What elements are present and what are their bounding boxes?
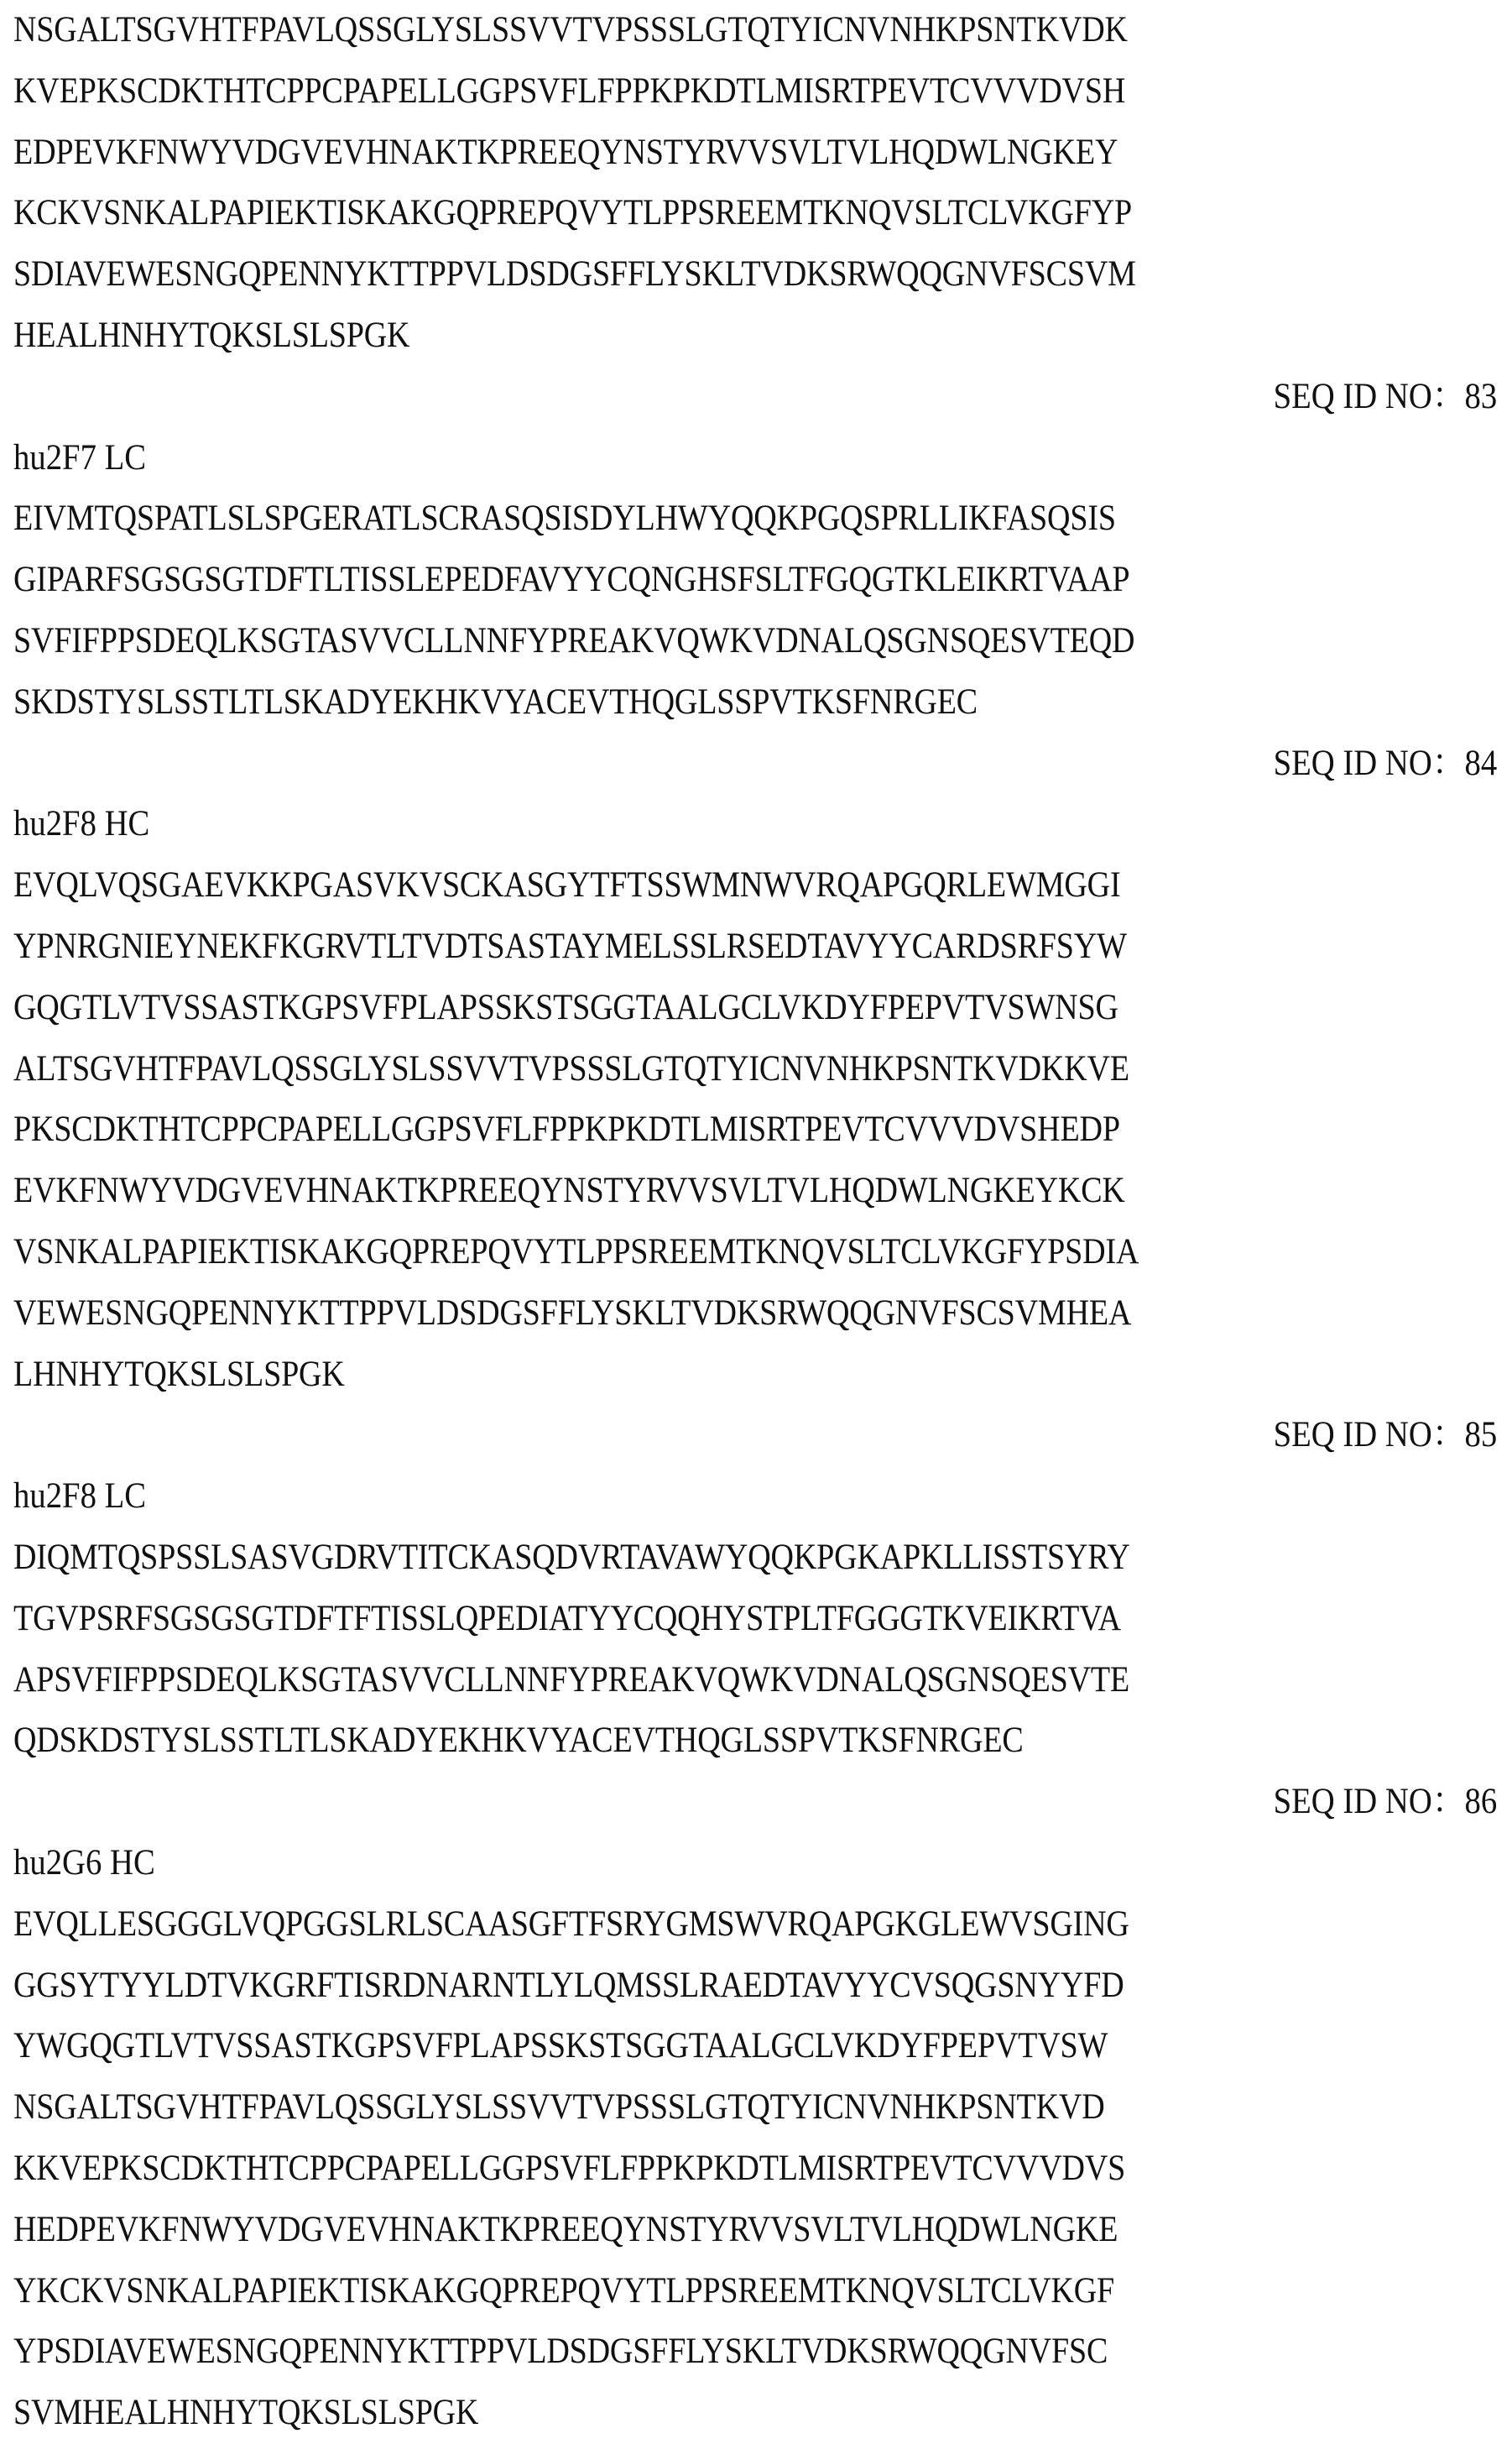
sequence-line: YPNRGNIEYNEKFKGRVTLTVDTSASTAYMELSSLRSEDTAVYYCARDSRFSYW [13, 927, 1127, 966]
sequence-title: hu2F7 LC [13, 437, 147, 478]
sequence-title: hu2F8 LC [13, 1476, 147, 1517]
sequence-line: EVQLVQSGAEVKKPGASVKVSCKASGYTFTSSWMNWVRQAPGQRLEWMGGI [13, 865, 1121, 906]
seq-id-label: SEQ ID NO：86 [1273, 1782, 1497, 1822]
sequence-line: SDIAVEWESNGQPENNYKTTPPVLDSDGSFFLYSKLTVDKSRWQQGNVFSCSVM [13, 254, 1136, 295]
sequence-line: SVMHEALHNHYTQKSLSLSPGK [13, 2393, 479, 2433]
sequence-title: hu2G6 HC [13, 1843, 155, 1883]
sequence-line: VSNKALPAPIEKTISKAKGQPREPQVYTLPPSREEMTKNQVSLTCLVKGFYPSDIA [13, 1232, 1139, 1272]
sequence-line: NSGALTSGVHTFPAVLQSSGLYSLSSVVTVPSSSLGTQTYICNVNHKPSNTKVD [13, 2087, 1105, 2128]
sequence-line: TGVPSRFSGSGSGTDFTFTISSLQPEDIATYYCQQHYSTPLTFGGGTKVEIKRTVA [13, 1598, 1121, 1638]
sequence-line: DIQMTQSPSSLSASVGDRVTITCKASQDVRTAVAWYQQKPGKAPKLLISSTSYRY [13, 1538, 1130, 1577]
sequence-line: SKDSTYSLSSTLTLSKADYEKHKVYACEVTHQGLSSPVTKSFNRGEC [13, 682, 978, 722]
sequence-line: EVQLLESGGGLVQPGGSLRLSCAASGFTFSRYGMSWVRQAPGKGLEWVSGING [13, 1904, 1129, 1944]
sequence-line: LHNHYTQKSLSLSPGK [13, 1354, 345, 1394]
sequence-line: GIPARFSGSGSGTDFTLTISSLEPEDFAVYYCQNGHSFSLTFGQGTKLEIKRTVAAP [13, 560, 1130, 600]
sequence-line: YKCKVSNKALPAPIEKTISKAKGQPREPQVYTLPPSREEMTKNQVSLTCLVKGF [13, 2270, 1114, 2311]
sequence-line: VEWESNGQPENNYKTTPPVLDSDGSFFLYSKLTVDKSRWQQGNVFSCSVMHEA [13, 1292, 1132, 1333]
sequence-line: GGSYTYYLDTVKGRFTISRDNARNTLYLQMSSLRAEDTAVYYCVSQGSNYYFD [13, 1965, 1124, 2005]
sequence-line: GQGTLVTVSSASTKGPSVFPLAPSSKSTSGGTAALGCLVKDYFPEPVTVSWNSG [13, 987, 1118, 1027]
sequence-line: KVEPKSCDKTHTCPPCPAPELLGGPSVFLFPPKPKDTLMISRTPEVTCVVVDVSH [13, 70, 1126, 111]
sequence-line: KKVEPKSCDKTHTCPPCPAPELLGGPSVFLFPPKPKDTLMISRTPEVTCVVVDVS [13, 2149, 1126, 2188]
sequence-line: YWGQGTLVTVSSASTKGPSVFPLAPSSKSTSGGTAALGCLVKDYFPEPVTVSW [13, 2026, 1108, 2066]
seq-id-label: SEQ ID NO：84 [1273, 743, 1497, 783]
sequence-line: EDPEVKFNWYVDGVEVHNAKTKPREEQYNSTYRVVSVLTVLHQDWLNGKEY [13, 132, 1118, 172]
sequence-line: EVKFNWYVDGVEVHNAKTKPREEQYNSTYRVVSVLTVLHQDWLNGKEYKCK [13, 1171, 1125, 1211]
sequence-line: YPSDIAVEWESNGQPENNYKTTPPVLDSDGSFFLYSKLTVDKSRWQQGNVFSC [13, 2332, 1108, 2372]
sequence-line: SVFIFPPSDEQLKSGTASVVCLLNNFYPREAKVQWKVDNALQSGNSQESVTEQD [13, 621, 1135, 661]
seq-id-label: SEQ ID NO：83 [1273, 376, 1497, 416]
sequence-line: NSGALTSGVHTFPAVLQSSGLYSLSSVVTVPSSSLGTQTYICNVNHKPSNTKVDK [13, 10, 1128, 50]
sequence-line: QDSKDSTYSLSSTLTLSKADYEKHKVYACEVTHQGLSSPVTKSFNRGEC [13, 1721, 1024, 1761]
sequence-line: KCKVSNKALPAPIEKTISKAKGQPREPQVYTLPPSREEMTKNQVSLTCLVKGFYP [13, 193, 1132, 233]
sequence-line: HEALHNHYTQKSLSLSPGK [13, 316, 410, 355]
sequence-line: ALTSGVHTFPAVLQSSGLYSLSSVVTVPSSSLGTQTYICNVNHKPSNTKVDKKVE [13, 1048, 1129, 1089]
sequence-line: PKSCDKTHTCPPCPAPELLGGPSVFLFPPKPKDTLMISRTPEVTCVVVDVSHEDP [13, 1110, 1120, 1150]
sequence-line: EIVMTQSPATLSLSPGERATLSCRASQSISDYLHWYQQKPGQSPRLLIKFASQSIS [13, 499, 1116, 539]
sequence-title: hu2F8 HC [13, 804, 150, 844]
sequence-line: APSVFIFPPSDEQLKSGTASVVCLLNNFYPREAKVQWKVDNALQSGNSQESVTE [13, 1659, 1130, 1700]
sequence-line: HEDPEVKFNWYVDGVEVHNAKTKPREEQYNSTYRVVSVLTVLHQDWLNGKE [13, 2209, 1118, 2249]
seq-id-label: SEQ ID NO：85 [1273, 1415, 1497, 1455]
